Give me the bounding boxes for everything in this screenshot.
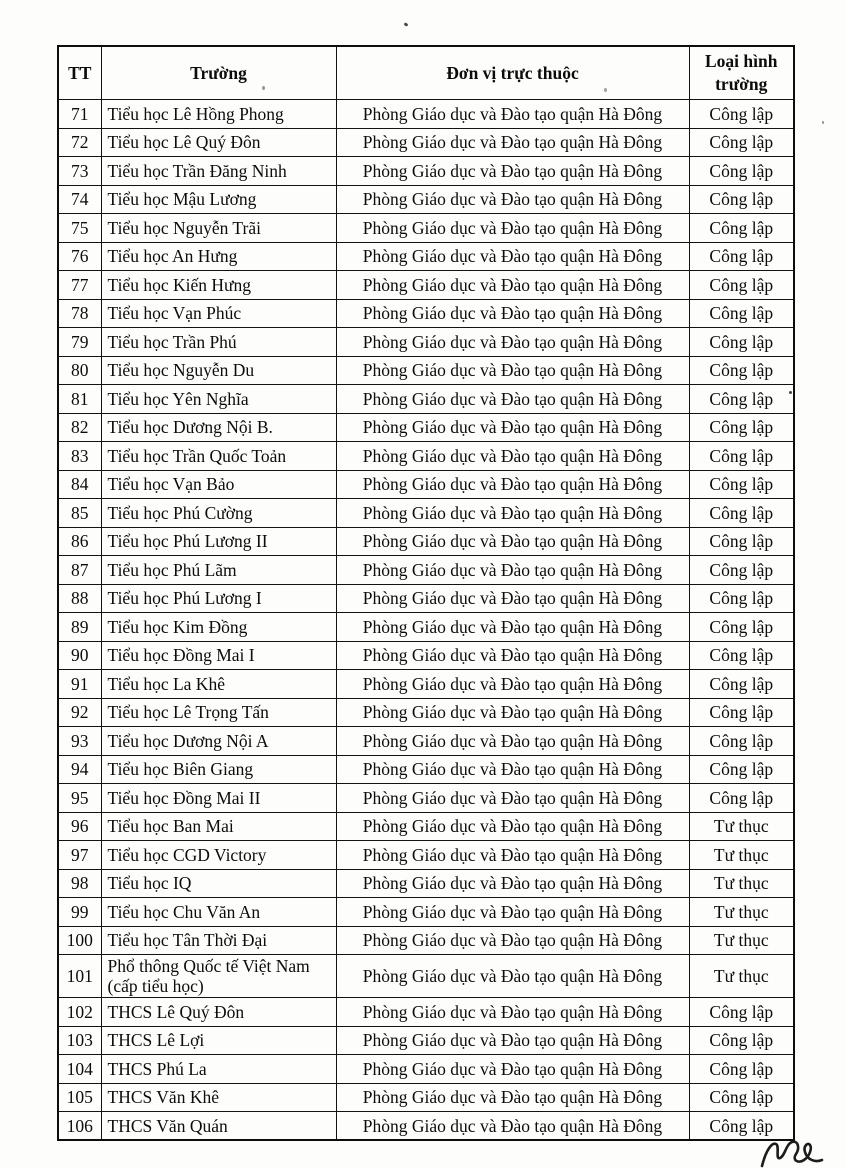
cell-school-name: Tiểu học Phú Lãm — [101, 556, 336, 585]
cell-school-name: Tiểu học Dương Nội A — [101, 727, 336, 756]
cell-school-name: Tiểu học Tân Thời Đại — [101, 926, 336, 955]
cell-row-number: 78 — [58, 299, 101, 328]
cell-unit: Phòng Giáo dục và Đào tạo quận Hà Đông — [336, 727, 689, 756]
cell-school-type: Công lập — [689, 527, 794, 556]
cell-school-name: Tiểu học Vạn Phúc — [101, 299, 336, 328]
table-row — [58, 955, 794, 998]
table-row — [58, 413, 794, 442]
cell-unit: Phòng Giáo dục và Đào tạo quận Hà Đông — [336, 584, 689, 613]
cell-unit: Phòng Giáo dục và Đào tạo quận Hà Đông — [336, 998, 689, 1027]
cell-row-number: 93 — [58, 727, 101, 756]
cell-unit: Phòng Giáo dục và Đào tạo quận Hà Đông — [336, 157, 689, 186]
table-row — [58, 898, 794, 927]
table-row — [58, 128, 794, 157]
cell-row-number: 77 — [58, 271, 101, 300]
cell-row-number: 96 — [58, 812, 101, 841]
cell-row-number: 75 — [58, 214, 101, 243]
cell-school-type: Công lập — [689, 1083, 794, 1112]
table-row — [58, 328, 794, 357]
cell-school-name: Tiểu học Kim Đồng — [101, 613, 336, 642]
cell-row-number: 80 — [58, 356, 101, 385]
cell-school-type: Công lập — [689, 413, 794, 442]
cell-unit: Phòng Giáo dục và Đào tạo quận Hà Đông — [336, 1026, 689, 1055]
cell-unit: Phòng Giáo dục và Đào tạo quận Hà Đông — [336, 869, 689, 898]
cell-school-type: Công lập — [689, 584, 794, 613]
cell-school-name: Tiểu học Biên Giang — [101, 755, 336, 784]
cell-unit: Phòng Giáo dục và Đào tạo quận Hà Đông — [336, 898, 689, 927]
cell-school-name: Tiểu học La Khê — [101, 670, 336, 699]
table-row — [58, 998, 794, 1027]
col-header-don-vi: Đơn vị trực thuộc — [336, 46, 689, 100]
cell-school-type: Công lập — [689, 1026, 794, 1055]
cell-unit: Phòng Giáo dục và Đào tạo quận Hà Đông — [336, 641, 689, 670]
col-header-truong: Trường — [101, 46, 336, 100]
table-row — [58, 613, 794, 642]
cell-school-name: Tiểu học Phú Lương II — [101, 527, 336, 556]
cell-unit: Phòng Giáo dục và Đào tạo quận Hà Đông — [336, 784, 689, 813]
cell-school-name: THCS Văn Khê — [101, 1083, 336, 1112]
cell-school-type: Công lập — [689, 998, 794, 1027]
cell-unit: Phòng Giáo dục và Đào tạo quận Hà Đông — [336, 955, 689, 998]
cell-school-type: Công lập — [689, 271, 794, 300]
cell-school-type: Công lập — [689, 1112, 794, 1141]
cell-school-name: Tiểu học Chu Văn An — [101, 898, 336, 927]
cell-row-number: 91 — [58, 670, 101, 699]
cell-school-name: Tiểu học Nguyễn Trãi — [101, 214, 336, 243]
cell-school-name: Tiểu học Yên Nghĩa — [101, 385, 336, 414]
cell-school-name: Phổ thông Quốc tế Việt Nam (cấp tiểu học) — [101, 955, 336, 998]
cell-row-number: 87 — [58, 556, 101, 585]
table-row — [58, 527, 794, 556]
cell-school-type: Công lập — [689, 727, 794, 756]
table-row — [58, 841, 794, 870]
table-row — [58, 698, 794, 727]
cell-school-type: Công lập — [689, 670, 794, 699]
cell-school-type: Tư thục — [689, 841, 794, 870]
cell-school-name: Tiểu học Ban Mai — [101, 812, 336, 841]
cell-row-number: 99 — [58, 898, 101, 927]
table-header-row — [58, 46, 794, 100]
cell-unit: Phòng Giáo dục và Đào tạo quận Hà Đông — [336, 812, 689, 841]
cell-row-number: 101 — [58, 955, 101, 998]
cell-unit: Phòng Giáo dục và Đào tạo quận Hà Đông — [336, 1083, 689, 1112]
cell-row-number: 89 — [58, 613, 101, 642]
col-header-tt: TT — [58, 46, 101, 100]
table-row — [58, 869, 794, 898]
cell-unit: Phòng Giáo dục và Đào tạo quận Hà Đông — [336, 356, 689, 385]
cell-school-name: Tiểu học Nguyễn Du — [101, 356, 336, 385]
table-row — [58, 1083, 794, 1112]
cell-unit: Phòng Giáo dục và Đào tạo quận Hà Đông — [336, 698, 689, 727]
cell-school-name: Tiểu học Dương Nội B. — [101, 413, 336, 442]
cell-school-name: THCS Lê Lợi — [101, 1026, 336, 1055]
cell-school-name: THCS Phú La — [101, 1055, 336, 1084]
cell-unit: Phòng Giáo dục và Đào tạo quận Hà Đông — [336, 556, 689, 585]
cell-school-type: Công lập — [689, 242, 794, 271]
cell-school-type: Tư thục — [689, 812, 794, 841]
cell-unit: Phòng Giáo dục và Đào tạo quận Hà Đông — [336, 613, 689, 642]
scan-speck — [822, 121, 824, 124]
cell-school-type: Công lập — [689, 641, 794, 670]
table-row — [58, 385, 794, 414]
cell-row-number: 92 — [58, 698, 101, 727]
cell-school-type: Công lập — [689, 185, 794, 214]
table-row — [58, 185, 794, 214]
cell-school-name: Tiểu học An Hưng — [101, 242, 336, 271]
cell-unit: Phòng Giáo dục và Đào tạo quận Hà Đông — [336, 670, 689, 699]
cell-school-type: Công lập — [689, 442, 794, 471]
table-row — [58, 584, 794, 613]
cell-row-number: 97 — [58, 841, 101, 870]
cell-school-type: Công lập — [689, 470, 794, 499]
cell-school-name: Tiểu học Trần Quốc Toản — [101, 442, 336, 471]
cell-school-type: Công lập — [689, 1055, 794, 1084]
table-row — [58, 356, 794, 385]
cell-unit: Phòng Giáo dục và Đào tạo quận Hà Đông — [336, 271, 689, 300]
cell-school-type: Công lập — [689, 556, 794, 585]
cell-row-number: 74 — [58, 185, 101, 214]
table-row — [58, 299, 794, 328]
table-row — [58, 470, 794, 499]
cell-row-number: 82 — [58, 413, 101, 442]
table-row — [58, 812, 794, 841]
cell-row-number: 79 — [58, 328, 101, 357]
cell-school-name: Tiểu học Trần Đăng Ninh — [101, 157, 336, 186]
cell-row-number: 106 — [58, 1112, 101, 1141]
table-row — [58, 1112, 794, 1141]
cell-school-type: Tư thục — [689, 955, 794, 998]
cell-school-name: Tiểu học Phú Lương I — [101, 584, 336, 613]
table-row — [58, 1055, 794, 1084]
cell-row-number: 86 — [58, 527, 101, 556]
cell-unit: Phòng Giáo dục và Đào tạo quận Hà Đông — [336, 499, 689, 528]
table-row — [58, 784, 794, 813]
cell-school-name: THCS Lê Quý Đôn — [101, 998, 336, 1027]
table-row — [58, 556, 794, 585]
cell-school-type: Công lập — [689, 499, 794, 528]
cell-row-number: 94 — [58, 755, 101, 784]
table-row — [58, 157, 794, 186]
cell-school-name: Tiểu học Trần Phú — [101, 328, 336, 357]
cell-row-number: 100 — [58, 926, 101, 955]
cell-row-number: 83 — [58, 442, 101, 471]
handwritten-mark — [756, 1136, 842, 1168]
cell-school-name: Tiểu học Lê Trọng Tấn — [101, 698, 336, 727]
cell-school-type: Công lập — [689, 613, 794, 642]
cell-row-number: 90 — [58, 641, 101, 670]
cell-unit: Phòng Giáo dục và Đào tạo quận Hà Đông — [336, 385, 689, 414]
cell-school-type: Tư thục — [689, 926, 794, 955]
cell-school-name: Tiểu học IQ — [101, 869, 336, 898]
table-row — [58, 727, 794, 756]
cell-school-type: Tư thục — [689, 869, 794, 898]
table-row — [58, 926, 794, 955]
table-body — [58, 100, 794, 1141]
cell-school-name: Tiểu học Đồng Mai I — [101, 641, 336, 670]
cell-school-type: Công lập — [689, 128, 794, 157]
table-row — [58, 242, 794, 271]
cell-unit: Phòng Giáo dục và Đào tạo quận Hà Đông — [336, 299, 689, 328]
cell-row-number: 98 — [58, 869, 101, 898]
scan-speck — [404, 22, 409, 27]
cell-row-number: 76 — [58, 242, 101, 271]
cell-row-number: 72 — [58, 128, 101, 157]
table-row — [58, 1026, 794, 1055]
cell-school-type: Công lập — [689, 356, 794, 385]
school-list-table — [57, 45, 795, 1141]
cell-school-type: Công lập — [689, 698, 794, 727]
cell-unit: Phòng Giáo dục và Đào tạo quận Hà Đông — [336, 841, 689, 870]
cell-school-name: Tiểu học Phú Cường — [101, 499, 336, 528]
cell-school-type: Công lập — [689, 755, 794, 784]
cell-unit: Phòng Giáo dục và Đào tạo quận Hà Đông — [336, 1055, 689, 1084]
cell-unit: Phòng Giáo dục và Đào tạo quận Hà Đông — [336, 470, 689, 499]
cell-school-type: Công lập — [689, 328, 794, 357]
cell-row-number: 88 — [58, 584, 101, 613]
cell-row-number: 102 — [58, 998, 101, 1027]
cell-unit: Phòng Giáo dục và Đào tạo quận Hà Đông — [336, 1112, 689, 1141]
cell-row-number: 104 — [58, 1055, 101, 1084]
cell-unit: Phòng Giáo dục và Đào tạo quận Hà Đông — [336, 100, 689, 129]
table-row — [58, 271, 794, 300]
cell-school-type: Công lập — [689, 299, 794, 328]
cell-school-name: Tiểu học Vạn Bảo — [101, 470, 336, 499]
table-row — [58, 214, 794, 243]
cell-unit: Phòng Giáo dục và Đào tạo quận Hà Đông — [336, 214, 689, 243]
table-row — [58, 641, 794, 670]
cell-school-name: Tiểu học Đồng Mai II — [101, 784, 336, 813]
cell-row-number: 84 — [58, 470, 101, 499]
cell-school-type: Công lập — [689, 100, 794, 129]
cell-row-number: 105 — [58, 1083, 101, 1112]
cell-row-number: 71 — [58, 100, 101, 129]
cell-unit: Phòng Giáo dục và Đào tạo quận Hà Đông — [336, 442, 689, 471]
cell-school-name: Tiểu học CGD Victory — [101, 841, 336, 870]
cell-school-type: Công lập — [689, 385, 794, 414]
cell-school-type: Công lập — [689, 157, 794, 186]
cell-school-name: THCS Văn Quán — [101, 1112, 336, 1141]
cell-row-number: 73 — [58, 157, 101, 186]
table-row — [58, 442, 794, 471]
cell-unit: Phòng Giáo dục và Đào tạo quận Hà Đông — [336, 413, 689, 442]
cell-school-name: Tiểu học Lê Hồng Phong — [101, 100, 336, 129]
cell-school-type: Công lập — [689, 214, 794, 243]
col-header-loai-hinh: Loại hình trường — [689, 46, 794, 100]
cell-row-number: 103 — [58, 1026, 101, 1055]
table-row — [58, 499, 794, 528]
table-row — [58, 755, 794, 784]
cell-unit: Phòng Giáo dục và Đào tạo quận Hà Đông — [336, 926, 689, 955]
cell-row-number: 81 — [58, 385, 101, 414]
cell-unit: Phòng Giáo dục và Đào tạo quận Hà Đông — [336, 328, 689, 357]
table-row — [58, 100, 794, 129]
cell-unit: Phòng Giáo dục và Đào tạo quận Hà Đông — [336, 755, 689, 784]
cell-school-name: Tiểu học Lê Quý Đôn — [101, 128, 336, 157]
cell-row-number: 95 — [58, 784, 101, 813]
cell-school-type: Tư thục — [689, 898, 794, 927]
table-row — [58, 670, 794, 699]
cell-unit: Phòng Giáo dục và Đào tạo quận Hà Đông — [336, 527, 689, 556]
cell-school-type: Công lập — [689, 784, 794, 813]
cell-unit: Phòng Giáo dục và Đào tạo quận Hà Đông — [336, 185, 689, 214]
cell-school-name: Tiểu học Mậu Lương — [101, 185, 336, 214]
cell-row-number: 85 — [58, 499, 101, 528]
cell-school-name: Tiểu học Kiến Hưng — [101, 271, 336, 300]
cell-unit: Phòng Giáo dục và Đào tạo quận Hà Đông — [336, 128, 689, 157]
cell-unit: Phòng Giáo dục và Đào tạo quận Hà Đông — [336, 242, 689, 271]
